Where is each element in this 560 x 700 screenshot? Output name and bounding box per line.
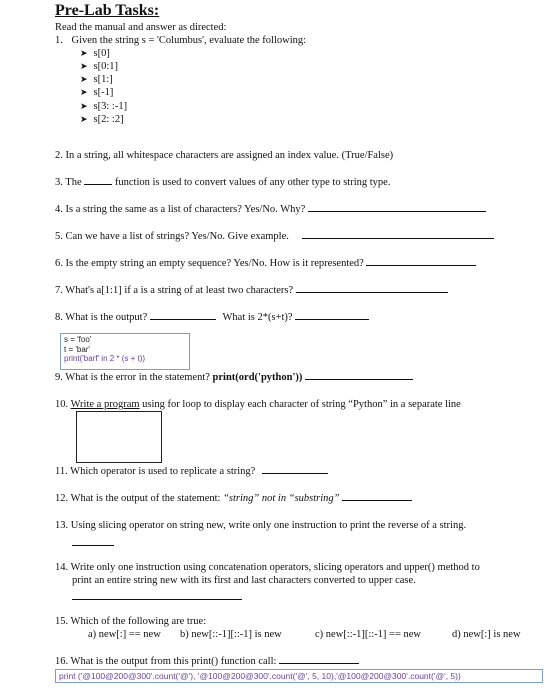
- option-a: a) new[:] == new: [88, 629, 161, 640]
- answer-blank[interactable]: [279, 662, 359, 664]
- answer-blank[interactable]: [302, 237, 494, 239]
- question-10: 10. Write a program using for loop to display each character of string “Python” in a separate line: [55, 399, 461, 410]
- arrow-bullet-icon: ➤: [80, 115, 88, 125]
- q1-item: ➤ s[3: :-1]: [80, 101, 128, 112]
- q1-item: ➤ s[0]: [80, 48, 110, 59]
- code-snippet-box: [55, 669, 543, 683]
- q1-item: ➤ s[2: :2]: [80, 114, 124, 125]
- answer-blank[interactable]: [366, 264, 476, 266]
- option-b: b) new[::-1][::-1] is new: [180, 629, 282, 640]
- code-snippet-box: [60, 333, 190, 370]
- code-line: t = 'bar': [64, 344, 90, 354]
- question-1-text: Given the string s = 'Columbus', evaluate the following:: [71, 35, 307, 46]
- option-c: c) new[::-1][::-1] == new: [315, 629, 422, 640]
- arrow-bullet-icon: ➤: [80, 88, 88, 98]
- question-9: 9. What is the error in the statement? print(ord('python')): [55, 372, 413, 383]
- code-line: print('barf' in 2 * (s + t)): [64, 354, 146, 363]
- answer-blank[interactable]: [84, 183, 112, 185]
- arrow-bullet-icon: ➤: [80, 75, 88, 85]
- question-14-line-1: 14. Write only one instruction using concatenation operators, slicing operators and upper() method to: [55, 562, 480, 573]
- question-3: 3. The function is used to convert values of any other type to string type.: [55, 177, 391, 188]
- question-11: 11. Which operator is used to replicate a string?: [55, 466, 328, 477]
- question-16: 16. What is the output from this print() function call:: [55, 656, 359, 667]
- arrow-bullet-icon: ➤: [80, 62, 88, 72]
- answer-blank[interactable]: [295, 318, 369, 320]
- answer-blank[interactable]: [72, 545, 114, 546]
- arrow-bullet-icon: ➤: [80, 102, 88, 112]
- answer-blank[interactable]: [305, 378, 413, 380]
- page-title: Pre-Lab Tasks:: [55, 2, 160, 19]
- question-5: 5. Can we have a list of strings? Yes/No. Give example.: [55, 231, 494, 242]
- question-8: 8. What is the output? What is 2*(s+t)?: [55, 312, 369, 323]
- answer-blank[interactable]: [72, 599, 242, 600]
- question-15: 15. Which of the following are true:: [55, 616, 207, 627]
- answer-box[interactable]: [76, 411, 162, 463]
- question-13: 13. Using slicing operator on string new, write only one instruction to print the reverse of a string.: [55, 520, 467, 531]
- question-12: 12. What is the output of the statement: “string” not in “substring”: [55, 493, 412, 504]
- question-1-number: 1.: [55, 35, 63, 46]
- option-d: d) new[:] is new: [452, 629, 521, 640]
- question-14-line-2: print an entire string new with its first and last characters converted to upper case.: [72, 575, 416, 586]
- q1-item: ➤ s[1:]: [80, 74, 113, 85]
- answer-blank[interactable]: [296, 291, 448, 293]
- q1-item: ➤ s[-1]: [80, 87, 114, 98]
- answer-blank[interactable]: [150, 318, 216, 320]
- question-2: 2. In a string, all whitespace characters are assigned an index value. (True/False): [55, 150, 394, 161]
- code-line: s = 'foo': [64, 335, 92, 344]
- question-6: 6. Is the empty string an empty sequence? Yes/No. How is it represented?: [55, 258, 476, 269]
- question-7: 7. What's a[1:1] if a is a string of at least two characters?: [55, 285, 448, 296]
- intro-text: Read the manual and answer as directed:: [55, 22, 227, 33]
- q1-item: ➤ s[0:1]: [80, 61, 119, 72]
- answer-blank[interactable]: [308, 210, 486, 212]
- code-line: print ('@100@200@300'.count('@'), '@100@200@300'.count('@', 5, 10),'@100@200@300'.count('@', 5)): [59, 671, 461, 681]
- question-1: [55, 35, 306, 46]
- answer-blank[interactable]: [262, 472, 328, 474]
- answer-blank[interactable]: [342, 499, 412, 501]
- arrow-bullet-icon: ➤: [80, 49, 88, 59]
- question-4: 4. Is a string the same as a list of characters? Yes/No. Why?: [55, 204, 486, 215]
